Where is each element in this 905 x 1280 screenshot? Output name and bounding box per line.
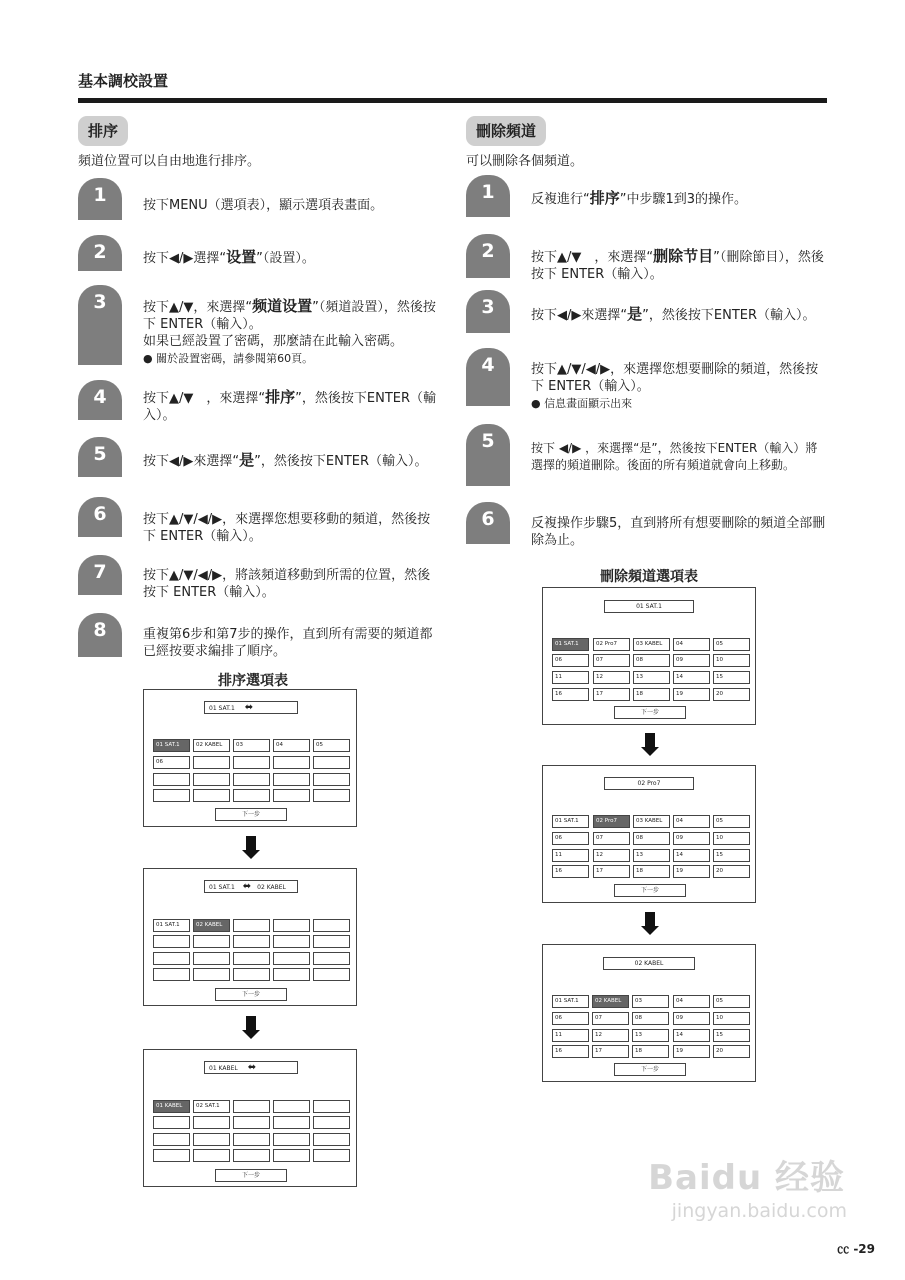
channel-cell[interactable] <box>313 773 350 786</box>
channel-cell[interactable]: 18 <box>632 1045 669 1058</box>
channel-cell[interactable]: 20 <box>713 1045 750 1058</box>
channel-cell[interactable]: 02 KABEL <box>193 919 230 932</box>
step-bold-term: 是 <box>627 305 643 323</box>
channel-cell[interactable]: 07 <box>592 1012 629 1025</box>
step-badge: 8 <box>78 613 122 657</box>
channel-cell[interactable] <box>233 1133 270 1146</box>
channel-cell[interactable]: 01 KABEL <box>153 1100 190 1113</box>
channel-cell[interactable] <box>273 756 310 769</box>
channel-cell[interactable]: 06 <box>552 1012 589 1025</box>
step-text: 重複第6步和第7步的操作，直到所有需要的頻道都已經按要求編排了順序。 <box>143 627 433 659</box>
channel-cell[interactable] <box>153 773 190 786</box>
down-arrow-icon <box>241 836 261 859</box>
screen-channel-title <box>204 1061 298 1074</box>
screen-channel-title <box>204 701 298 714</box>
channel-cell[interactable]: 09 <box>673 832 710 845</box>
channel-cell[interactable]: 14 <box>673 1029 710 1042</box>
channel-cell[interactable]: 03 <box>233 739 270 752</box>
step-text-b: ”，然後按下ENTER（輸入）。 <box>642 308 816 323</box>
channel-cell[interactable]: 07 <box>593 832 630 845</box>
channel-cell[interactable]: 04 <box>673 815 710 828</box>
channel-cell[interactable]: 20 <box>713 865 750 878</box>
step-note: ● 關於設置密碼，請參閱第60頁。 <box>143 352 314 365</box>
step-bold-term: 排序 <box>265 388 296 406</box>
channel-cell[interactable] <box>273 935 310 948</box>
channel-cell[interactable] <box>313 1116 350 1129</box>
step-badge: 4 <box>466 348 510 406</box>
swap-arrow-icon: ⬌ <box>242 881 252 892</box>
channel-cell[interactable]: 19 <box>673 688 710 701</box>
channel-cell[interactable] <box>313 1100 350 1113</box>
channel-cell[interactable] <box>193 1149 230 1162</box>
channel-cell[interactable] <box>313 968 350 981</box>
channel-cell[interactable]: 06 <box>552 832 589 845</box>
channel-cell[interactable] <box>193 756 230 769</box>
channel-cell[interactable] <box>233 968 270 981</box>
step-badge: 3 <box>466 290 510 333</box>
step-bold-term: 删除节目 <box>653 247 714 265</box>
title-text: 01 SAT.1 <box>209 884 235 891</box>
channel-cell[interactable] <box>273 1133 310 1146</box>
channel-cell[interactable]: 08 <box>633 832 670 845</box>
channel-cell[interactable] <box>273 1100 310 1113</box>
channel-cell[interactable] <box>153 1133 190 1146</box>
step-text-a: 按下▲/▼ ，來選擇“ <box>531 250 654 265</box>
next-step-button[interactable]: 下一步 <box>215 988 287 1001</box>
step-text: 按下 ◀/▶ ，來選擇“是”，然後按下ENTER（輸入）將選擇的頻道刪除。後面的所有頻道就會向上移動。 <box>531 441 818 472</box>
next-step-button[interactable]: 下一步 <box>614 884 686 897</box>
channel-cell[interactable] <box>273 773 310 786</box>
channel-cell[interactable]: 19 <box>673 865 710 878</box>
step-text <box>531 306 829 324</box>
step-text-a: 按下◀/▶來選擇“ <box>143 454 240 469</box>
channel-cell[interactable]: 02 Pro7 <box>593 638 630 651</box>
channel-cell[interactable] <box>273 968 310 981</box>
step-badge: 2 <box>466 234 510 278</box>
channel-cell[interactable] <box>233 1116 270 1129</box>
channel-cell[interactable] <box>273 1149 310 1162</box>
channel-cell[interactable] <box>233 919 270 932</box>
channel-cell[interactable]: 02 KABEL <box>592 995 629 1008</box>
channel-cell[interactable]: 18 <box>633 865 670 878</box>
channel-cell[interactable]: 01 SAT.1 <box>153 739 190 752</box>
channel-cell[interactable]: 09 <box>673 654 710 667</box>
step-text-b: ”，然後按下ENTER（輸入）。 <box>254 454 428 469</box>
step-text-b: ”，然後按下ENTER（輸入）。 <box>143 391 437 423</box>
channel-cell[interactable] <box>233 1100 270 1113</box>
channel-cell[interactable] <box>233 952 270 965</box>
step-note: ● 信息畫面顯示出來 <box>531 397 633 410</box>
channel-cell[interactable]: 16 <box>552 1045 589 1058</box>
header-rule <box>78 98 827 103</box>
step-text: 按下▲/▼/◀/▶，來選擇您想要移動的頻道，然後按下 ENTER（輸入）。 <box>143 512 431 544</box>
channel-cell[interactable]: 05 <box>713 815 750 828</box>
channel-cell[interactable]: 13 <box>632 1029 669 1042</box>
channel-cell[interactable]: 05 <box>713 638 750 651</box>
channel-cell[interactable]: 18 <box>633 688 670 701</box>
title-text: 01 KABEL <box>209 1065 238 1072</box>
channel-cell[interactable] <box>313 952 350 965</box>
step-text <box>531 361 829 412</box>
channel-cell[interactable] <box>153 1149 190 1162</box>
channel-cell[interactable] <box>193 1133 230 1146</box>
step-text-b: ”中步驟1到3的操作。 <box>619 192 748 207</box>
channel-cell[interactable] <box>313 935 350 948</box>
step-text <box>143 389 441 424</box>
channel-cell[interactable] <box>313 756 350 769</box>
step-badge: 6 <box>466 502 510 544</box>
channel-cell[interactable] <box>313 789 350 802</box>
down-arrow-icon <box>241 1016 261 1039</box>
sort-menu-screen <box>143 689 357 827</box>
step-text-a: 按下▲/▼ ，來選擇“ <box>143 391 266 406</box>
channel-cell[interactable] <box>313 1133 350 1146</box>
channel-cell[interactable]: 17 <box>593 865 630 878</box>
step-text <box>531 248 829 283</box>
channel-cell[interactable] <box>193 935 230 948</box>
channel-cell[interactable]: 03 KABEL <box>633 638 670 651</box>
step-badge: 5 <box>78 437 122 477</box>
step-text-b: ”（刪除節目），然後按下 ENTER（輸入）。 <box>531 250 824 282</box>
channel-cell[interactable]: 16 <box>552 865 589 878</box>
step-bold-term: 设置 <box>226 248 257 266</box>
channel-cell[interactable] <box>273 919 310 932</box>
channel-cell[interactable] <box>193 1116 230 1129</box>
channel-cell[interactable] <box>153 968 190 981</box>
channel-cell[interactable] <box>233 1149 270 1162</box>
channel-cell[interactable]: 15 <box>713 671 750 684</box>
step-badge: 2 <box>78 235 122 271</box>
step-text <box>143 298 441 367</box>
channel-cell[interactable] <box>273 1116 310 1129</box>
step-text: 按下MENU（選項表），顯示選項表畫面。 <box>143 198 384 213</box>
channel-cell[interactable] <box>153 952 190 965</box>
channel-cell[interactable]: 08 <box>633 654 670 667</box>
step-badge: 7 <box>78 555 122 595</box>
channel-cell[interactable]: 01 SAT.1 <box>552 995 589 1008</box>
channel-cell[interactable]: 12 <box>593 849 630 862</box>
step-badge: 1 <box>466 175 510 217</box>
section-intro-delete: 可以刪除各個頻道。 <box>466 154 584 169</box>
sort-menu-screen <box>143 868 357 1006</box>
channel-cell[interactable]: 12 <box>592 1029 629 1042</box>
channel-cell[interactable]: 05 <box>713 995 750 1008</box>
channel-cell[interactable]: 13 <box>633 849 670 862</box>
delete-menu-screen <box>542 944 756 1082</box>
section-intro-sort: 頻道位置可以自由地進行排序。 <box>78 154 261 169</box>
step-extra: 如果已經設置了密碼，那麼請在此輸入密碼。 <box>143 334 404 349</box>
channel-cell[interactable]: 01 SAT.1 <box>552 815 589 828</box>
channel-cell[interactable]: 14 <box>673 671 710 684</box>
baidu-watermark-url: jingyan.baidu.com <box>671 1200 847 1222</box>
channel-cell[interactable]: 09 <box>673 1012 710 1025</box>
step-text <box>531 190 829 208</box>
channel-cell[interactable]: 11 <box>552 1029 589 1042</box>
channel-cell[interactable]: 01 SAT.1 <box>153 919 190 932</box>
channel-cell[interactable]: 03 <box>632 995 669 1008</box>
screen-channel-title <box>204 880 298 893</box>
step-text: 反複操作步驟5，直到將所有想要刪除的頻道全部刪除為止。 <box>531 516 826 548</box>
title-after-text: 02 KABEL <box>257 884 286 891</box>
channel-cell[interactable] <box>153 935 190 948</box>
channel-cell[interactable] <box>153 789 190 802</box>
delete-menu-screen <box>542 587 756 725</box>
step-text-b: ”（設置）。 <box>256 251 315 266</box>
channel-cell[interactable] <box>233 773 270 786</box>
delete-menu-screen <box>542 765 756 903</box>
channel-cell[interactable]: 17 <box>592 1045 629 1058</box>
channel-cell[interactable]: 02 KABEL <box>193 739 230 752</box>
channel-cell[interactable] <box>153 1116 190 1129</box>
step-text <box>143 249 443 267</box>
channel-cell[interactable]: 06 <box>153 756 190 769</box>
channel-cell[interactable] <box>273 952 310 965</box>
step-text: 按下▲/▼/◀/▶，將該頻道移動到所需的位置，然後按下 ENTER（輸入）。 <box>143 568 431 600</box>
sort-menu-caption: 排序選項表 <box>218 673 288 689</box>
step-badge: 6 <box>78 497 122 537</box>
step-text-a: 按下◀/▶來選擇“ <box>531 308 628 323</box>
channel-cell[interactable] <box>273 789 310 802</box>
channel-cell[interactable]: 05 <box>313 739 350 752</box>
down-arrow-icon <box>640 912 660 935</box>
swap-arrow-icon: ⬌ <box>247 1062 257 1073</box>
channel-cell[interactable] <box>313 1149 350 1162</box>
step-text-a: 按下◀/▶選擇“ <box>143 251 227 266</box>
channel-cell[interactable]: 10 <box>713 654 750 667</box>
step-bold-term: 排序 <box>589 189 620 207</box>
screen-channel-title: 02 Pro7 <box>604 777 694 790</box>
next-step-button[interactable]: 下一步 <box>614 706 686 719</box>
screen-channel-title: 01 SAT.1 <box>604 600 694 613</box>
channel-cell[interactable]: 04 <box>273 739 310 752</box>
channel-cell[interactable]: 08 <box>632 1012 669 1025</box>
next-step-button[interactable]: 下一步 <box>215 808 287 821</box>
page-header-title: 基本調校設置 <box>78 72 169 90</box>
channel-cell[interactable]: 17 <box>593 688 630 701</box>
channel-cell[interactable]: 02 Pro7 <box>593 815 630 828</box>
channel-cell[interactable]: 06 <box>552 654 589 667</box>
channel-cell[interactable]: 04 <box>673 638 710 651</box>
channel-cell[interactable]: 07 <box>593 654 630 667</box>
step-text <box>143 452 441 470</box>
step-bold-term: 是 <box>239 451 255 469</box>
channel-cell[interactable]: 03 KABEL <box>633 815 670 828</box>
channel-cell[interactable] <box>233 789 270 802</box>
step-badge: 3 <box>78 285 122 365</box>
step-bold-term: 频道设置 <box>252 297 313 315</box>
channel-cell[interactable]: 20 <box>713 688 750 701</box>
channel-cell[interactable]: 02 SAT.1 <box>193 1100 230 1113</box>
channel-cell[interactable] <box>193 952 230 965</box>
page-number: ㏄ -29 <box>837 1242 875 1256</box>
section-title-delete: 刪除頻道 <box>466 116 546 146</box>
step-badge: 4 <box>78 380 122 420</box>
channel-cell[interactable] <box>233 935 270 948</box>
swap-arrow-icon: ⬌ <box>244 702 254 713</box>
channel-cell[interactable]: 13 <box>633 671 670 684</box>
channel-cell[interactable]: 16 <box>552 688 589 701</box>
channel-cell[interactable]: 19 <box>673 1045 710 1058</box>
step-text-main: 按下▲/▼/◀/▶，來選擇您想要刪除的頻道，然後按下 ENTER（輸入）。 <box>531 362 819 394</box>
step-badge: 1 <box>78 178 122 220</box>
channel-cell[interactable]: 04 <box>673 995 710 1008</box>
channel-cell[interactable]: 10 <box>713 1012 750 1025</box>
channel-cell[interactable] <box>193 789 230 802</box>
step-text-b: ”（頻道設置），然後按下 ENTER（輸入）。 <box>143 300 436 332</box>
channel-cell[interactable] <box>193 968 230 981</box>
channel-cell[interactable]: 15 <box>713 1029 750 1042</box>
delete-menu-caption: 刪除頻道選項表 <box>600 569 698 585</box>
next-step-button[interactable]: 下一步 <box>614 1063 686 1076</box>
channel-cell[interactable]: 01 SAT.1 <box>552 638 589 651</box>
channel-cell[interactable]: 11 <box>552 849 589 862</box>
step-badge: 5 <box>466 424 510 486</box>
down-arrow-icon <box>640 733 660 756</box>
channel-cell[interactable] <box>193 773 230 786</box>
sort-menu-screen <box>143 1049 357 1187</box>
channel-cell[interactable] <box>313 919 350 932</box>
step-text-a: 反複進行“ <box>531 192 590 207</box>
baidu-watermark-logo: Baidu 经验 <box>648 1158 845 1198</box>
channel-cell[interactable] <box>233 756 270 769</box>
section-title-sort: 排序 <box>78 116 128 146</box>
channel-cell[interactable]: 11 <box>552 671 589 684</box>
channel-cell[interactable]: 15 <box>713 849 750 862</box>
screen-channel-title: 02 KABEL <box>603 957 695 970</box>
channel-cell[interactable]: 12 <box>593 671 630 684</box>
next-step-button[interactable]: 下一步 <box>215 1169 287 1182</box>
step-text-a: 按下▲/▼，來選擇“ <box>143 300 253 315</box>
title-text: 01 SAT.1 <box>209 705 235 712</box>
channel-cell[interactable]: 10 <box>713 832 750 845</box>
channel-cell[interactable]: 14 <box>673 849 710 862</box>
